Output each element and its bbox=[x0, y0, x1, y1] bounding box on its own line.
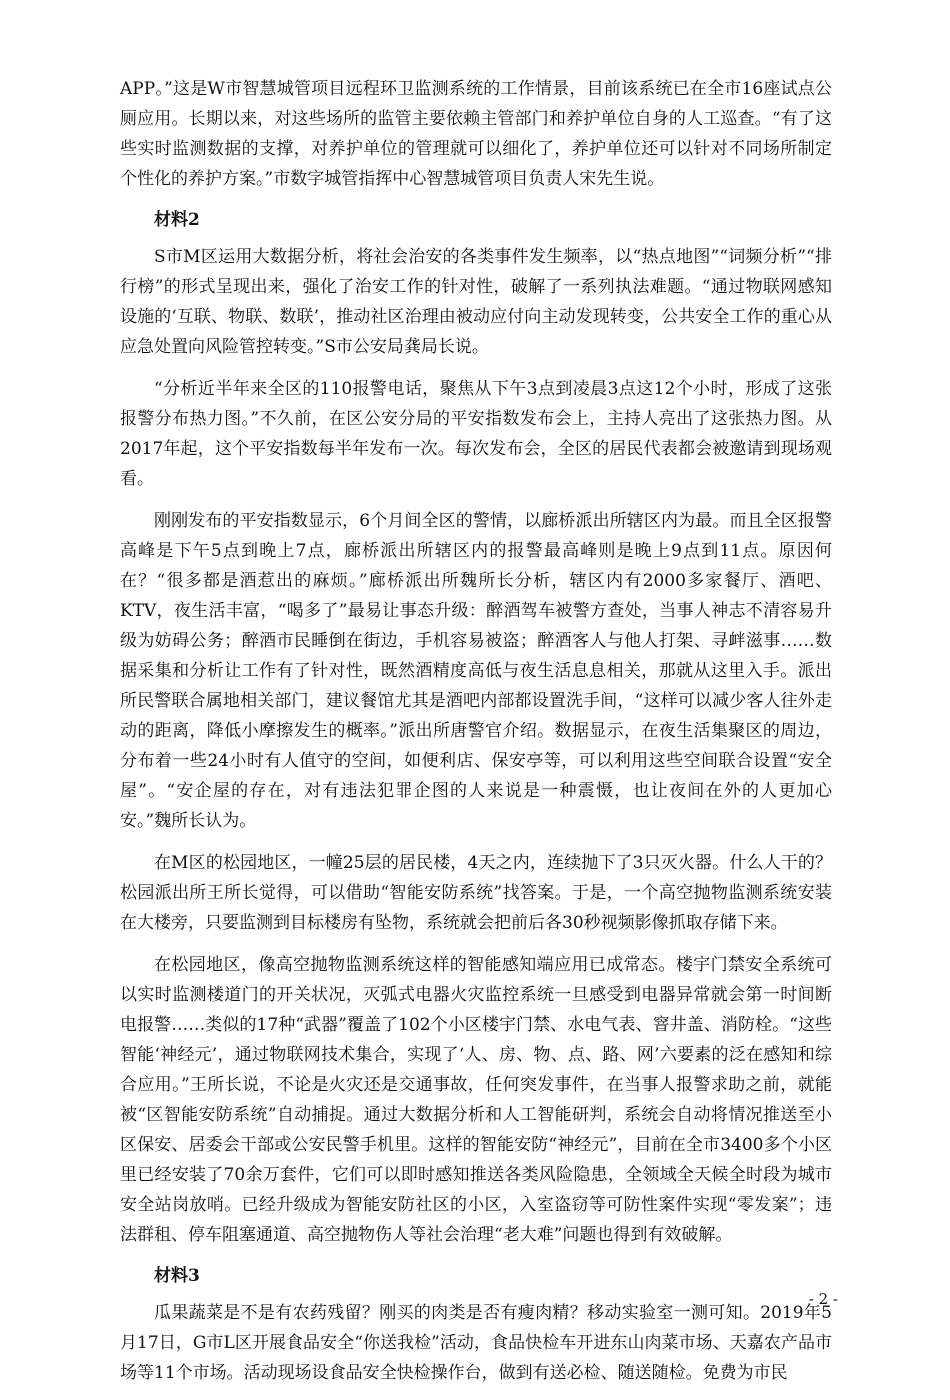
material-2-paragraph-3: 刚刚发布的平安指数显示，6个月间全区的警情，以廊桥派出所辖区内为最。而且全区报警高峰是下午5点到晚上7点，廊桥派出所辖区内的报警最高峰则是晚上9点到11点。原因何在？“很多都是酒惹出的麻烦。”廊桥派出所魏所长分析，辖区内有2000多家餐厅、酒吧、KTV，夜生活丰富，“喝多了”最易让事态升级：醉酒驾车被警方查处，当事人神志不清容易升级为妨碍公务；醉酒市民睡倒在街边，手机容易被盗；醉酒客人与他人打架、寻衅滋事……数据采集和分析让工作有了针对性，既然酒精度高低与夜生活息息相关，那就从这里入手。派出所民警联合属地相关部门，建议餐馆尤其是酒吧内部都设置洗手间，“这样可以减少客人往外走动的距离，降低小摩擦发生的概率。”派出所唐警官介绍。数据显示，在夜生活集聚区的周边，分布着一些24小时有人值守的空间，如便利店、保安亭等，可以利用这些空间联合设置“安全屋”。“安企屋的存在，对有违法犯罪企图的人来说是一种震慑，也让夜间在外的人更加心安。”魏所长认为。 bbox=[120, 511, 832, 831]
material-2-paragraph-5: 在松园地区，像高空抛物监测系统这样的智能感知端应用已成常态。楼宇门禁安全系统可以实时监测楼道门的开关状况，灭弧式电器火灾监控系统一旦感受到电器异常就会第一时间断电报警……类似的17种“武器”覆盖了102个小区楼宇门禁、水电气表、窨井盖、消防栓。“这些智能‘神经元’，通过物联网技术集合，实现了‘人、房、物、点、路、网’六要素的泛在感知和综合应用。”王所长说，不论是火灾还是交通事故，任何突发事件，在当事人报警求助之前，就能被“区智能安防系统”自动捕捉。通过大数据分析和人工智能研判，系统会自动将情况推送至小区保安、居委会干部或公安民警手机里。这样的智能安防“神经元”，目前在全市3400多个小区里已经安装了70余万套件，它们可以即时感知推送各类风险隐患，全领域全天候全时段为城市安全站岗放哨。已经升级成为智能安防社区的小区，入室盗窃等可防性案件实现“零发案”；违法群租、停车阻塞通道、高空抛物伤人等社会治理“老大难”问题也得到有效破解。 bbox=[120, 955, 832, 1245]
material-3-paragraph-1: 瓜果蔬菜是不是有农药残留？刚买的肉类是否有瘦肉精？移动实验室一测可知。2019年5月17日，G市L区开展食品安全“你送我检”活动，食品快检车开进东山肉菜市场、天嘉农产品市场等11个市场。活动现场设食品安全快检操作台，做到有送必检、随送随检。免费为市民 bbox=[120, 1303, 832, 1383]
material-2-paragraph-2: “分析近半年来全区的110报警电话，聚焦从下午3点到凌晨3点这12个小时，形成了这张报警分布热力图。”不久前，在区公安分局的平安指数发布会上，主持人亮出了这张热力图。从2017年起，这个平安指数每半年发布一次。每次发布会，全区的居民代表都会被邀请到现场观看。 bbox=[120, 379, 832, 489]
material-2-heading: 材料2 bbox=[154, 210, 200, 230]
material-3-heading: 材料3 bbox=[154, 1266, 200, 1286]
material-2-paragraph-1: S市M区运用大数据分析，将社会治安的各类事件发生频率，以“热点地图”“词频分析”“排行榜”的形式呈现出来，强化了治安工作的针对性，破解了一系列执法难题。“通过物联网感知设施的‘互联、物联、数联’，推动社区治理由被动应付向主动发现转变，公共安全工作的重心从应急处置向风险管控转变。”S市公安局龚局长说。 bbox=[120, 247, 832, 357]
document-page bbox=[120, 74, 832, 1400]
material-2-paragraph-4: 在M区的松园地区，一幢25层的居民楼，4天之内，连续抛下了3只灭火器。什么人干的？松园派出所王所长觉得，可以借助“智能安防系统”找答案。于是，一个高空抛物监测系统安装在大楼旁，只要监测到目标楼房有坠物，系统就会把前后各30秒视频影像抓取存储下来。 bbox=[120, 853, 832, 933]
page-number: - 2 - bbox=[808, 1290, 838, 1308]
material-1-continued-paragraph: APP。”这是W市智慧城管项目远程环卫监测系统的工作情景，目前该系统已在全市16座试点公厕应用。长期以来，对这些场所的监管主要依赖主管部门和养护单位自身的人工巡查。“有了这些实时监测数据的支撑，对养护单位的管理就可以细化了，养护单位还可以针对不同场所制定个性化的养护方案。”市数字城管指挥中心智慧城管项目负责人宋先生说。 bbox=[120, 79, 832, 189]
